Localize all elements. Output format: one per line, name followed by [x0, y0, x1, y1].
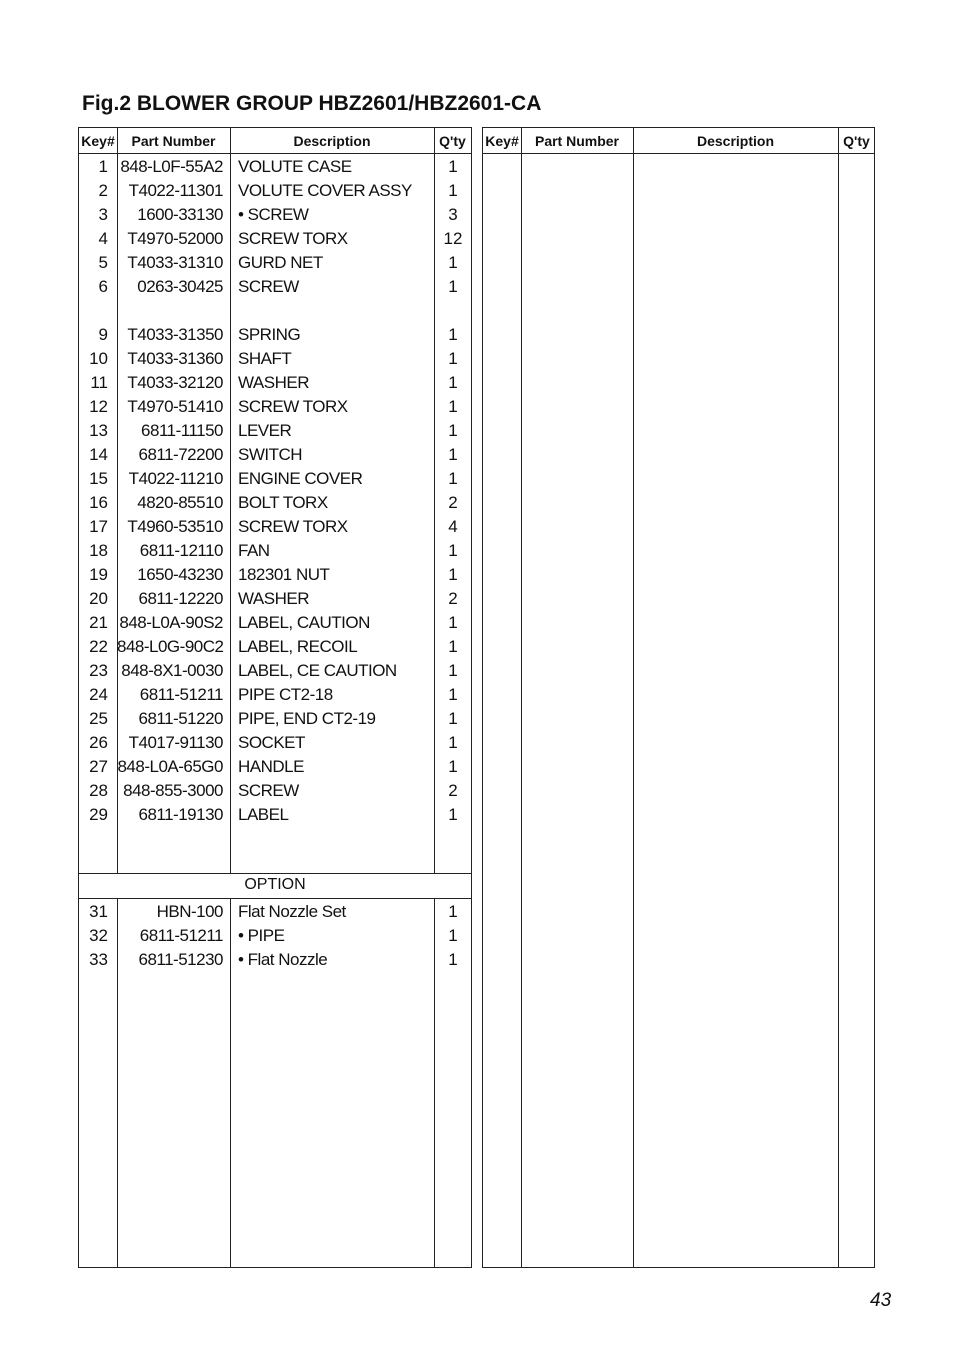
header-qty: Q'ty: [439, 133, 466, 149]
part-number: T4022-11301: [128, 181, 223, 200]
part-qty: 1: [448, 445, 458, 464]
part-qty: 1: [448, 253, 458, 272]
part-number: 4820-85510: [137, 493, 223, 512]
part-qty: 2: [448, 781, 458, 800]
table-row: [79, 203, 471, 227]
part-number: 1650-43230: [137, 565, 223, 584]
part-description: PIPE CT2-18: [238, 685, 333, 704]
table-row: [79, 755, 471, 779]
part-number: 848-L0G-90C2: [117, 637, 224, 656]
table-row: [79, 275, 471, 299]
part-key: 11: [90, 373, 108, 392]
part-description: FAN: [238, 541, 270, 560]
part-number: 6811-51220: [138, 709, 223, 728]
part-qty: 1: [448, 950, 458, 969]
table-row: [79, 948, 471, 972]
part-qty: 1: [448, 805, 458, 824]
part-description: SPRING: [238, 325, 301, 344]
part-description: WASHER: [238, 373, 309, 392]
part-qty: 2: [448, 493, 458, 512]
part-key: 18: [89, 541, 108, 560]
parts-table-left: [78, 127, 472, 1268]
table-row: [79, 179, 471, 203]
part-number: 848-L0F-55A2: [120, 157, 223, 176]
parts-table-right: [482, 127, 875, 1268]
part-description: LABEL, CAUTION: [238, 613, 370, 632]
page-title: Fig.2 BLOWER GROUP HBZ2601/HBZ2601-CA: [82, 92, 542, 115]
part-number: 848-855-3000: [123, 781, 223, 800]
part-description: BOLT TORX: [238, 493, 328, 512]
part-qty: 1: [448, 757, 458, 776]
part-description: Flat Nozzle Set: [238, 902, 346, 921]
table-row: [79, 491, 471, 515]
part-qty: 2: [448, 589, 458, 608]
part-description: HANDLE: [238, 757, 304, 776]
table-row: [79, 635, 471, 659]
part-key: 21: [89, 613, 108, 632]
part-description: PIPE, END CT2-19: [238, 709, 376, 728]
table-row: [79, 155, 471, 179]
part-description: SCREW: [238, 781, 299, 800]
table-row: [79, 443, 471, 467]
part-key: 22: [89, 637, 108, 656]
table-row: [79, 611, 471, 635]
part-number: 0263-30425: [137, 277, 223, 296]
part-qty: 1: [448, 349, 458, 368]
part-qty: 1: [448, 637, 458, 656]
part-description: • PIPE: [238, 926, 285, 945]
part-qty: 1: [448, 685, 458, 704]
table-row: [79, 587, 471, 611]
part-number: T4033-31310: [127, 253, 223, 272]
part-key: 14: [89, 445, 108, 464]
part-number: T4960-53510: [127, 517, 223, 536]
part-description: SWITCH: [238, 445, 303, 464]
part-key: 13: [89, 421, 108, 440]
part-qty: 1: [448, 157, 458, 176]
part-number: 6811-51230: [138, 950, 223, 969]
part-number: T4017-91130: [128, 733, 223, 752]
part-description: ENGINE COVER: [238, 469, 363, 488]
part-key: 24: [89, 685, 108, 704]
part-number: 848-L0A-90S2: [119, 613, 223, 632]
table-row: [79, 371, 471, 395]
part-key: 15: [89, 469, 108, 488]
part-key: 10: [89, 349, 108, 368]
part-qty: 4: [448, 517, 458, 536]
part-key: 33: [89, 950, 108, 969]
table-row: [79, 227, 471, 251]
table-row: [79, 731, 471, 755]
header-key: Key#: [81, 133, 115, 149]
part-description: LABEL, CE CAUTION: [238, 661, 397, 680]
header-key: Key#: [485, 133, 519, 149]
part-key: 12: [89, 397, 108, 416]
table-row: [79, 539, 471, 563]
part-number: 6811-12220: [138, 589, 223, 608]
part-description: SCREW TORX: [238, 229, 348, 248]
part-number: T4970-52000: [127, 229, 223, 248]
part-qty: 3: [448, 205, 458, 224]
part-number: 848-L0A-65G0: [117, 757, 223, 776]
table-row: [79, 467, 471, 491]
part-key: 2: [98, 181, 108, 200]
part-key: 3: [98, 205, 108, 224]
part-number: 6811-51211: [139, 926, 223, 945]
part-key: 32: [89, 926, 108, 945]
part-description: VOLUTE CASE: [238, 157, 352, 176]
header-part-number: Part Number: [534, 133, 620, 149]
part-qty: 12: [443, 229, 463, 248]
part-qty: 1: [448, 613, 458, 632]
part-qty: 1: [448, 397, 458, 416]
option-section-label: OPTION: [244, 876, 306, 893]
part-qty: 1: [448, 565, 458, 584]
part-number: 6811-51211: [139, 685, 223, 704]
part-key: 4: [98, 229, 108, 248]
table-row: [79, 563, 471, 587]
part-key: 19: [89, 565, 108, 584]
table-row: [79, 924, 471, 948]
part-description: SHAFT: [238, 349, 292, 368]
part-description: SCREW TORX: [238, 397, 348, 416]
part-qty: 1: [448, 541, 458, 560]
table-row: [79, 395, 471, 419]
table-row: [79, 900, 471, 924]
table-row: [79, 347, 471, 371]
page-number: 43: [870, 1290, 892, 1311]
part-description: LABEL: [238, 805, 289, 824]
part-number: 6811-12110: [139, 541, 223, 560]
part-qty: 1: [448, 902, 458, 921]
part-description: 182301 NUT: [238, 565, 330, 584]
header-qty: Q'ty: [843, 133, 870, 149]
part-key: 27: [89, 757, 108, 776]
table-row: [79, 515, 471, 539]
table-row: [79, 419, 471, 443]
part-key: 5: [98, 253, 108, 272]
part-number: 1600-33130: [137, 205, 223, 224]
part-description: LABEL, RECOIL: [238, 637, 358, 656]
part-key: 6: [98, 277, 108, 296]
table-row: [79, 659, 471, 683]
table-row: [79, 683, 471, 707]
part-key: 17: [89, 517, 108, 536]
part-key: 28: [89, 781, 108, 800]
part-number: T4033-31360: [127, 349, 223, 368]
part-description: LEVER: [238, 421, 292, 440]
part-description: GURD NET: [238, 253, 323, 272]
part-number: HBN-100: [156, 902, 223, 921]
table-row: [79, 251, 471, 275]
part-key: 9: [98, 325, 108, 344]
part-description: • SCREW: [238, 205, 309, 224]
part-number: T4022-11210: [128, 469, 223, 488]
part-description: WASHER: [238, 589, 309, 608]
table-row: [79, 707, 471, 731]
part-key: 29: [89, 805, 108, 824]
part-description: • Flat Nozzle: [238, 950, 328, 969]
table-row: [79, 803, 471, 827]
part-key: 25: [89, 709, 108, 728]
part-number: 6811-11150: [141, 421, 223, 440]
part-number: T4033-32120: [127, 373, 223, 392]
header-description: Description: [293, 133, 371, 149]
part-key: 20: [89, 589, 108, 608]
part-number: 848-8X1-0030: [121, 661, 223, 680]
part-qty: 1: [448, 181, 458, 200]
part-description: VOLUTE COVER ASSY: [238, 181, 412, 200]
part-qty: 1: [448, 325, 458, 344]
part-qty: 1: [448, 421, 458, 440]
part-number: 6811-19130: [138, 805, 223, 824]
part-key: 1: [98, 157, 108, 176]
part-qty: 1: [448, 926, 458, 945]
part-qty: 1: [448, 373, 458, 392]
part-key: 31: [89, 902, 108, 921]
part-qty: 1: [448, 469, 458, 488]
header-part-number: Part Number: [131, 133, 216, 149]
part-qty: 1: [448, 709, 458, 728]
part-key: 26: [89, 733, 108, 752]
part-number: T4033-31350: [127, 325, 223, 344]
part-qty: 1: [448, 277, 458, 296]
part-qty: 1: [448, 733, 458, 752]
part-key: 16: [89, 493, 108, 512]
part-key: 23: [89, 661, 108, 680]
header-description: Description: [696, 133, 774, 149]
part-description: SCREW: [238, 277, 299, 296]
part-description: SOCKET: [238, 733, 305, 752]
part-number: T4970-51410: [127, 397, 223, 416]
part-number: 6811-72200: [138, 445, 223, 464]
part-description: SCREW TORX: [238, 517, 348, 536]
table-row: [79, 323, 471, 347]
table-row: [79, 779, 471, 803]
part-qty: 1: [448, 661, 458, 680]
